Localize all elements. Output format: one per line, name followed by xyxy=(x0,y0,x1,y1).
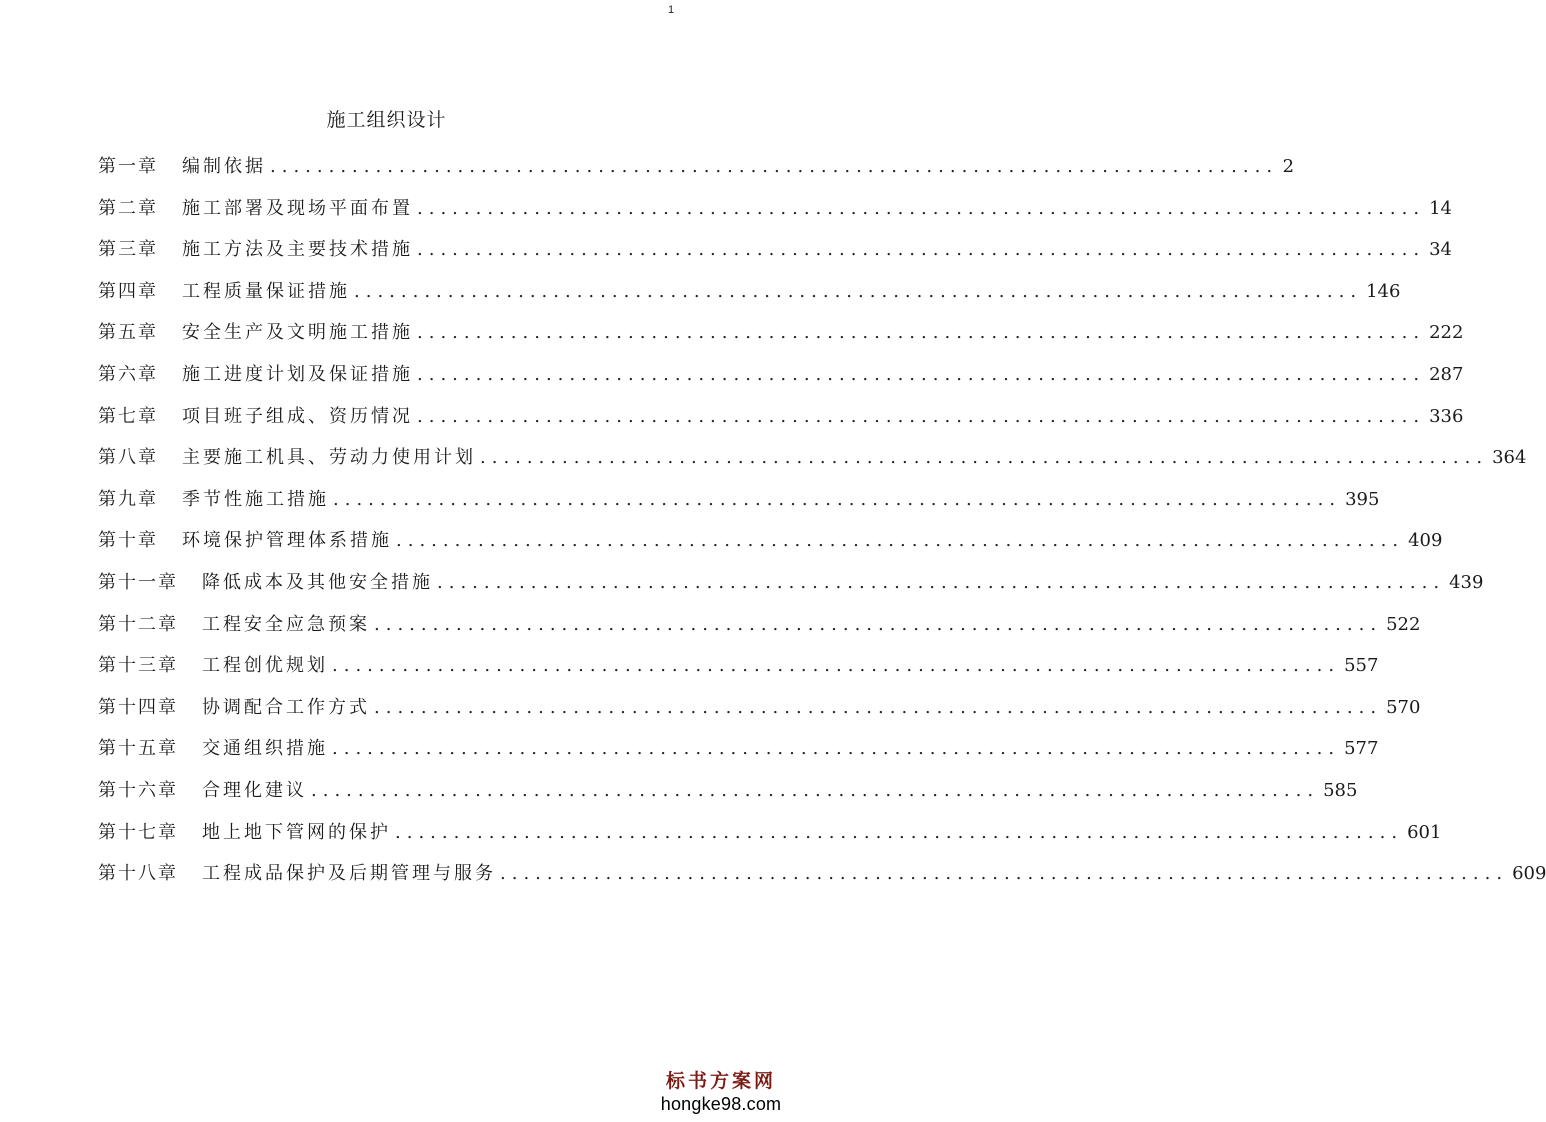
toc-entry-9[interactable] xyxy=(98,485,1380,527)
toc-page: 522 xyxy=(1386,613,1421,635)
toc-page: 146 xyxy=(1366,280,1401,302)
site-watermark xyxy=(656,1070,786,1116)
toc-chapter: 第六章 xyxy=(98,363,158,385)
toc-title: 施工部署及现场平面布置 xyxy=(182,197,413,219)
toc-title: 编制依据 xyxy=(182,156,266,177)
toc-chapter: 第十一章 xyxy=(98,571,178,593)
toc-chapter: 第十二章 xyxy=(98,613,178,635)
toc-page: 2 xyxy=(1282,156,1295,177)
toc-title: 协调配合工作方式 xyxy=(202,696,370,718)
toc-title: 工程质量保证措施 xyxy=(182,280,350,302)
toc-page: 601 xyxy=(1407,821,1442,843)
toc-chapter: 第十三章 xyxy=(98,655,178,677)
toc-title: 工程创优规划 xyxy=(202,655,328,677)
toc-title: 降低成本及其他安全措施 xyxy=(202,571,433,593)
toc-leader: ...................................................................................... xyxy=(417,405,1426,427)
toc-leader: ...................................................................................... xyxy=(311,779,1320,801)
toc-page: 364 xyxy=(1492,447,1527,469)
toc-title: 施工进度计划及保证措施 xyxy=(182,363,413,385)
toc-entry-7[interactable] xyxy=(98,402,1464,444)
toc-entry-3[interactable] xyxy=(98,235,1452,277)
toc-chapter: 第十章 xyxy=(98,530,158,552)
toc-page: 14 xyxy=(1429,197,1452,219)
toc-page: 287 xyxy=(1429,363,1464,385)
toc-leader: ...................................................................................... xyxy=(437,571,1446,593)
toc-chapter: 第二章 xyxy=(98,197,158,219)
toc-leader: ...................................................................................... xyxy=(500,863,1509,885)
toc-leader: ...................................................................................... xyxy=(417,363,1426,385)
toc-chapter: 第九章 xyxy=(98,488,158,510)
toc-chapter: 第八章 xyxy=(98,447,158,469)
toc-entry-13[interactable] xyxy=(98,651,1379,693)
toc-title: 工程成品保护及后期管理与服务 xyxy=(202,863,496,885)
toc-leader: ...................................................................................... xyxy=(480,447,1489,469)
toc-entry-1[interactable] xyxy=(98,152,1295,194)
toc-chapter: 第五章 xyxy=(98,322,158,344)
toc-page: 222 xyxy=(1429,322,1464,344)
toc-title: 环境保护管理体系措施 xyxy=(182,530,392,552)
toc-page: 336 xyxy=(1429,405,1464,427)
toc-leader: ...................................................................................... xyxy=(396,530,1405,552)
toc-leader: ...................................................................................... xyxy=(417,239,1426,261)
toc-title: 安全生产及文明施工措施 xyxy=(182,322,413,344)
toc-entry-16[interactable] xyxy=(98,776,1358,818)
toc-entry-4[interactable] xyxy=(98,277,1401,319)
toc-leader: ...................................................................................... xyxy=(417,322,1426,344)
toc-chapter: 第十八章 xyxy=(98,863,178,885)
toc-entry-14[interactable] xyxy=(98,693,1421,735)
toc-chapter: 第七章 xyxy=(98,405,158,427)
toc-title: 交通组织措施 xyxy=(202,738,328,760)
toc-entry-6[interactable] xyxy=(98,360,1464,402)
toc-page: 439 xyxy=(1449,571,1484,593)
toc-title: 地上地下管网的保护 xyxy=(202,821,391,843)
toc-title: 项目班子组成、资历情况 xyxy=(182,405,413,427)
toc-page: 395 xyxy=(1345,488,1380,510)
watermark-title: 标书方案网 xyxy=(665,1070,776,1092)
toc-chapter: 第十六章 xyxy=(98,779,178,801)
page-number: 1 xyxy=(668,4,675,16)
toc-entry-12[interactable] xyxy=(98,610,1421,652)
toc-page: 609 xyxy=(1512,863,1546,885)
toc-entry-18[interactable] xyxy=(98,859,1546,901)
toc-chapter: 第十四章 xyxy=(98,696,178,718)
toc-leader: ...................................................................................... xyxy=(333,488,1342,510)
toc-leader: ...................................................................................... xyxy=(417,197,1426,219)
toc-page: 34 xyxy=(1429,239,1452,261)
document-title: 施工组织设计 xyxy=(326,109,447,131)
toc-leader: ...................................................................................... xyxy=(332,655,1341,677)
toc-chapter: 第十七章 xyxy=(98,821,178,843)
toc-entry-17[interactable] xyxy=(98,818,1442,860)
toc-page: 557 xyxy=(1344,655,1379,677)
toc-leader: ...................................................................................... xyxy=(270,156,1279,177)
toc-leader: ...................................................................................... xyxy=(354,280,1363,302)
toc-title: 施工方法及主要技术措施 xyxy=(182,239,413,261)
toc-title: 季节性施工措施 xyxy=(182,488,329,510)
toc-leader: ...................................................................................... xyxy=(374,696,1383,718)
toc-page: 409 xyxy=(1408,530,1443,552)
toc-title: 合理化建议 xyxy=(202,779,307,801)
toc-entry-15[interactable] xyxy=(98,734,1379,776)
toc-entry-10[interactable] xyxy=(98,526,1443,568)
toc-title: 工程安全应急预案 xyxy=(202,613,370,635)
toc-page: 585 xyxy=(1323,779,1358,801)
toc-entry-5[interactable] xyxy=(98,318,1464,360)
toc-chapter: 第一章 xyxy=(98,156,158,177)
table-of-contents xyxy=(98,152,1546,901)
toc-leader: ...................................................................................... xyxy=(332,738,1341,760)
toc-chapter: 第三章 xyxy=(98,239,158,261)
toc-chapter: 第十五章 xyxy=(98,738,178,760)
toc-leader: ...................................................................................... xyxy=(395,821,1404,843)
toc-title: 主要施工机具、劳动力使用计划 xyxy=(182,447,476,469)
toc-leader: ...................................................................................... xyxy=(374,613,1383,635)
toc-entry-11[interactable] xyxy=(98,568,1484,610)
watermark-url: hongke98.com xyxy=(660,1094,782,1114)
toc-chapter: 第四章 xyxy=(98,280,158,302)
toc-entry-8[interactable] xyxy=(98,443,1527,485)
toc-page: 577 xyxy=(1344,738,1379,760)
toc-page: 570 xyxy=(1386,696,1421,718)
toc-entry-2[interactable] xyxy=(98,194,1452,236)
